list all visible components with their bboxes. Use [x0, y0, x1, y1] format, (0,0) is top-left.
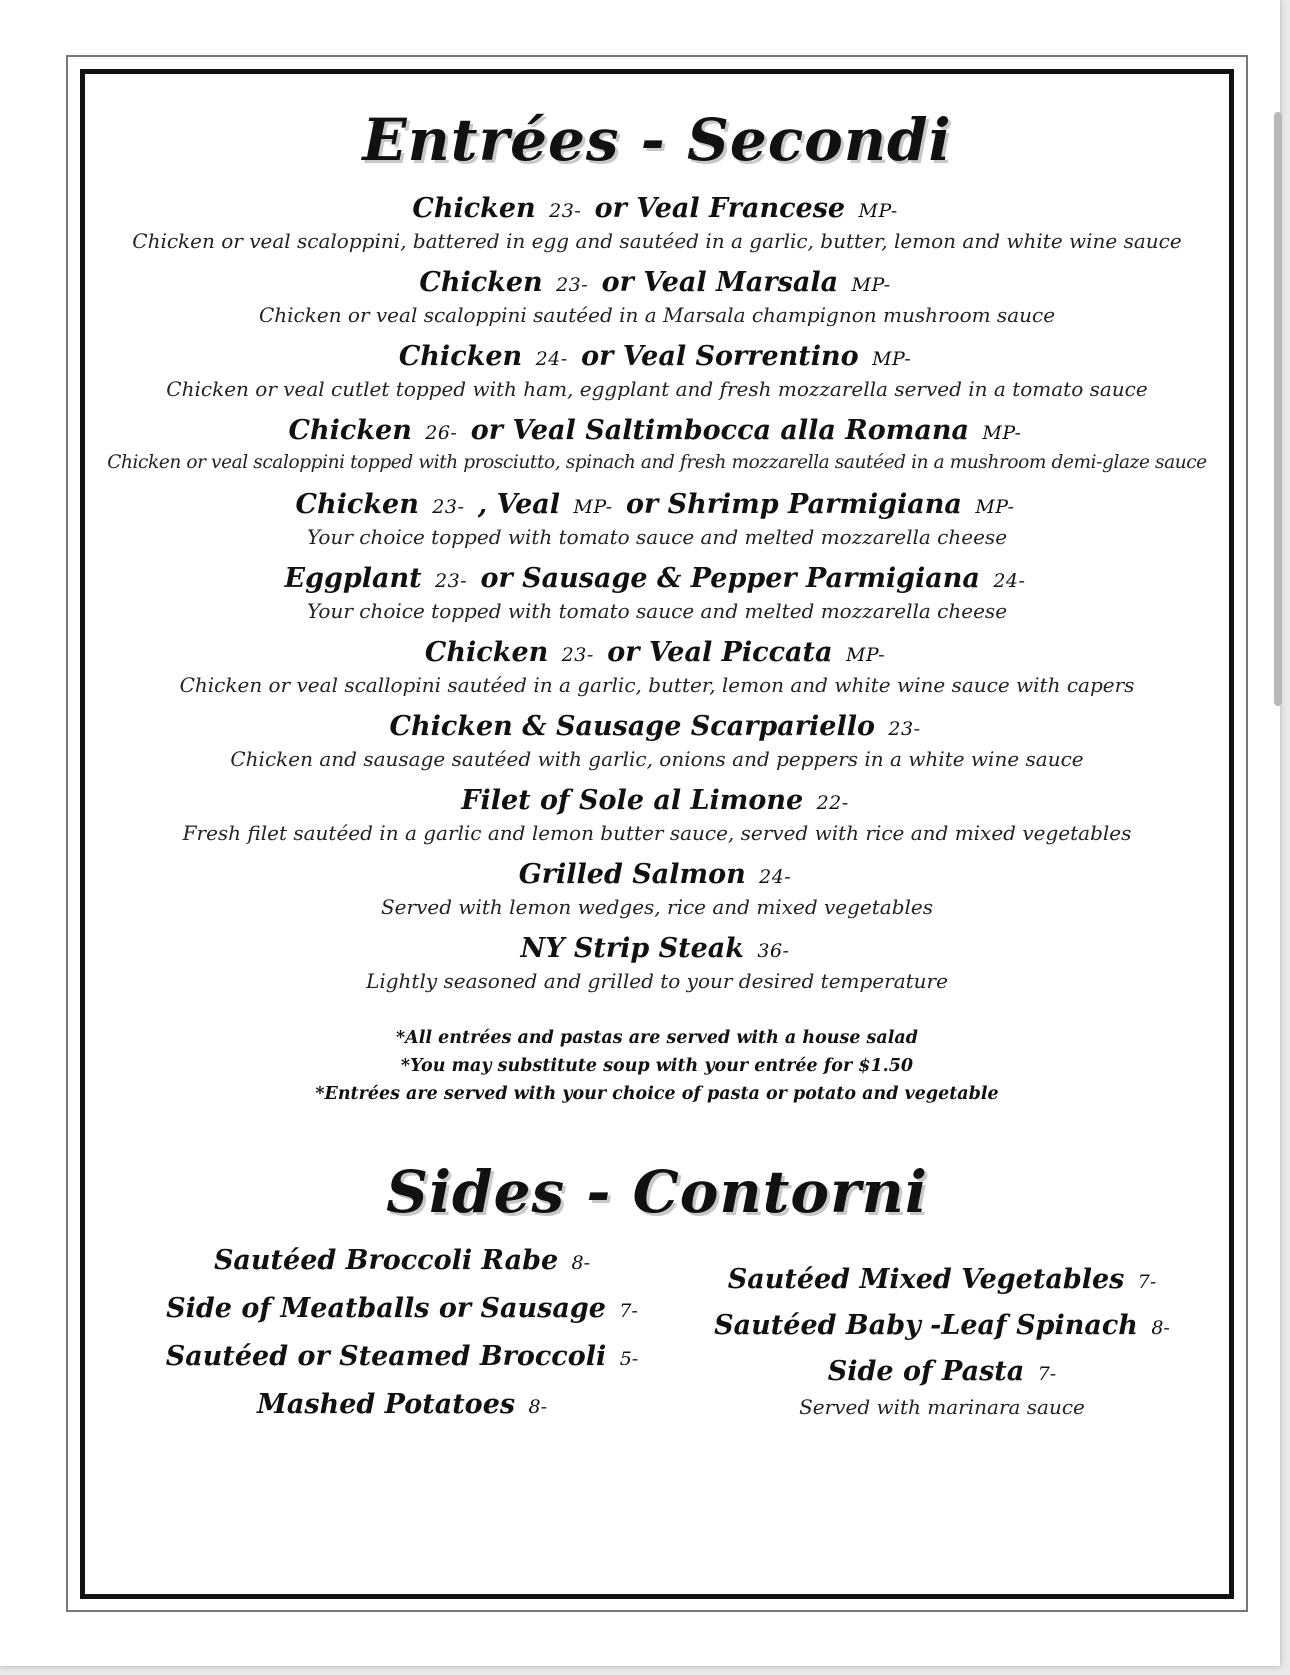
- menu-content: [85, 74, 1229, 1430]
- side-item: [702, 1258, 1182, 1304]
- menu-item-heading: [85, 562, 1229, 598]
- side-item-name: Sautéed Baby -Leaf Spinach: [714, 1310, 1138, 1341]
- menu-note: *All entrées and pastas are served with a house salad: [396, 1028, 918, 1048]
- menu-item-description: Chicken or veal cutlet topped with ham, eggplant and fresh mozzarella served in a tomato sauce: [166, 377, 1148, 401]
- menu-item-name: Chicken & Sausage Scarpariello: [389, 711, 875, 742]
- menu-item-price: 23-: [435, 570, 468, 592]
- menu-item-name: or Veal Francese: [594, 193, 846, 224]
- side-item-price: 7-: [1137, 1271, 1157, 1293]
- menu-item-description: Chicken or veal scaloppini topped with prosciutto, spinach and fresh mozzarella sautéed in a mushroom demi-glaze sauce: [107, 452, 1207, 473]
- menu-item-description: Chicken or veal scaloppini, battered in egg and sautéed in a garlic, butter, lemon and white wine sauce: [132, 229, 1182, 253]
- menu-item-heading: [85, 192, 1229, 228]
- menu-item-price: 23-: [561, 644, 594, 666]
- menu-item-price: 24-: [535, 348, 568, 370]
- menu-item-name: or Veal Sorrentino: [581, 341, 859, 372]
- scrollbar[interactable]: [1274, 112, 1282, 706]
- side-item-price: 8-: [571, 1252, 591, 1274]
- menu-item: [85, 636, 1229, 698]
- side-item: [162, 1238, 642, 1286]
- menu-item-heading: [85, 488, 1229, 524]
- menu-item-description: Chicken or veal scallopini sautéed in a garlic, butter, lemon and white wine sauce with capers: [179, 673, 1135, 697]
- menu-item-name: NY Strip Steak: [520, 933, 744, 964]
- menu-item: [85, 562, 1229, 624]
- menu-item-heading: [85, 710, 1229, 746]
- menu-item: [85, 414, 1229, 476]
- menu-item: [85, 488, 1229, 550]
- side-item-note: Served with marinara sauce: [799, 1395, 1085, 1419]
- menu-item-price: 23-: [432, 496, 465, 518]
- menu-item-price: 23-: [549, 200, 582, 222]
- side-item-price: 5-: [619, 1348, 639, 1370]
- sides-title: Sides - Contorni: [386, 1158, 928, 1226]
- menu-item: [85, 858, 1229, 920]
- menu-item-name: Grilled Salmon: [518, 859, 746, 890]
- menu-item-price: 24-: [759, 866, 792, 888]
- menu-item-heading: [85, 636, 1229, 672]
- menu-item-heading: [85, 932, 1229, 968]
- menu-item-name: Chicken: [288, 415, 412, 446]
- side-item-name: Mashed Potatoes: [256, 1389, 516, 1420]
- side-item: [702, 1350, 1182, 1396]
- menu-item-name: Chicken: [398, 341, 523, 372]
- menu-item: [85, 932, 1229, 994]
- menu-item-price: 24-: [993, 570, 1026, 592]
- menu-item-name: Chicken: [419, 267, 543, 298]
- menu-item-description: Lightly seasoned and grilled to your desired temperature: [366, 969, 948, 993]
- menu-item-name: Eggplant: [284, 563, 422, 594]
- menu-item-description: Served with lemon wedges, rice and mixed vegetables: [380, 895, 934, 919]
- side-item-name: Sautéed or Steamed Broccoli: [165, 1341, 607, 1372]
- menu-item-price: MP-: [982, 422, 1022, 444]
- sides-list: [85, 1238, 1229, 1430]
- side-item-price: 8-: [1151, 1317, 1170, 1339]
- menu-item-description: Your choice topped with tomato sauce and melted mozzarella cheese: [306, 599, 1008, 623]
- menu-item-price: MP-: [872, 348, 912, 370]
- menu-item-price: 26-: [425, 422, 458, 444]
- entree-notes: [85, 1024, 1229, 1108]
- menu-item: [85, 192, 1229, 254]
- side-item-name: Side of Meatballs or Sausage: [166, 1293, 606, 1324]
- menu-item-name: Filet of Sole al Limone: [461, 785, 804, 816]
- menu-item-heading: [85, 414, 1229, 450]
- menu-item-price: 36-: [757, 940, 790, 962]
- menu-item-name: or Shrimp Parmigiana: [625, 489, 962, 520]
- side-item-name: Side of Pasta: [827, 1356, 1025, 1387]
- menu-item-description: Chicken or veal scaloppini sautéed in a Marsala champignon mushroom sauce: [258, 303, 1056, 327]
- side-item: [702, 1304, 1182, 1350]
- menu-note: *Entrées are served with your choice of pasta or potato and vegetable: [315, 1084, 999, 1104]
- menu-item-price: 23-: [888, 718, 921, 740]
- menu-item: [85, 784, 1229, 846]
- menu-item-name: or Veal Marsala: [601, 267, 839, 298]
- menu-item-heading: [85, 858, 1229, 894]
- side-item-price: 7-: [619, 1300, 638, 1322]
- sides-right-column: [702, 1258, 1182, 1430]
- menu-item-name: Chicken: [424, 637, 549, 668]
- menu-item-name: or Veal Saltimbocca alla Romana: [470, 415, 969, 446]
- menu-note: *You may substitute soup with your entrée for $1.50: [400, 1056, 914, 1076]
- menu-item-heading: [85, 784, 1229, 820]
- menu-item-description: Fresh filet sautéed in a garlic and lemon butter sauce, served with rice and mixed vegetables: [182, 821, 1132, 845]
- menu-item-price: MP-: [845, 644, 886, 666]
- menu-item-name: Chicken: [412, 193, 536, 224]
- menu-item-price: MP-: [858, 200, 898, 222]
- side-item-price: 8-: [528, 1396, 547, 1418]
- side-item: [162, 1286, 642, 1334]
- menu-item-name: , Veal: [477, 489, 560, 520]
- menu-item-price: MP-: [975, 496, 1015, 518]
- side-item-name: Sautéed Broccoli Rabe: [213, 1245, 559, 1276]
- menu-item-price: MP-: [851, 274, 891, 296]
- side-item: [162, 1334, 642, 1382]
- side-item: [162, 1382, 642, 1430]
- menu-item-heading: [85, 266, 1229, 302]
- menu-item-price: MP-: [573, 496, 613, 518]
- menu-item: [85, 340, 1229, 402]
- menu-item-description: Your choice topped with tomato sauce and melted mozzarella cheese: [306, 525, 1008, 549]
- menu-item-name: or Veal Piccata: [607, 637, 833, 668]
- menu-item-name: Chicken: [295, 489, 419, 520]
- menu-item-description: Chicken and sausage sautéed with garlic, onions and peppers in a white wine sauce: [230, 747, 1084, 771]
- side-item-price: 7-: [1037, 1363, 1057, 1385]
- entrees-title: Entrées - Secondi: [362, 106, 952, 174]
- menu-item: [85, 710, 1229, 772]
- sides-left-column: [162, 1238, 642, 1430]
- menu-item-price: 22-: [816, 792, 849, 814]
- menu-item: [85, 266, 1229, 328]
- entree-list: [85, 192, 1229, 994]
- menu-item-name: or Sausage & Pepper Parmigiana: [480, 563, 980, 594]
- menu-item-heading: [85, 340, 1229, 376]
- menu-item-price: 23-: [556, 274, 589, 296]
- side-item-name: Sautéed Mixed Vegetables: [727, 1264, 1125, 1295]
